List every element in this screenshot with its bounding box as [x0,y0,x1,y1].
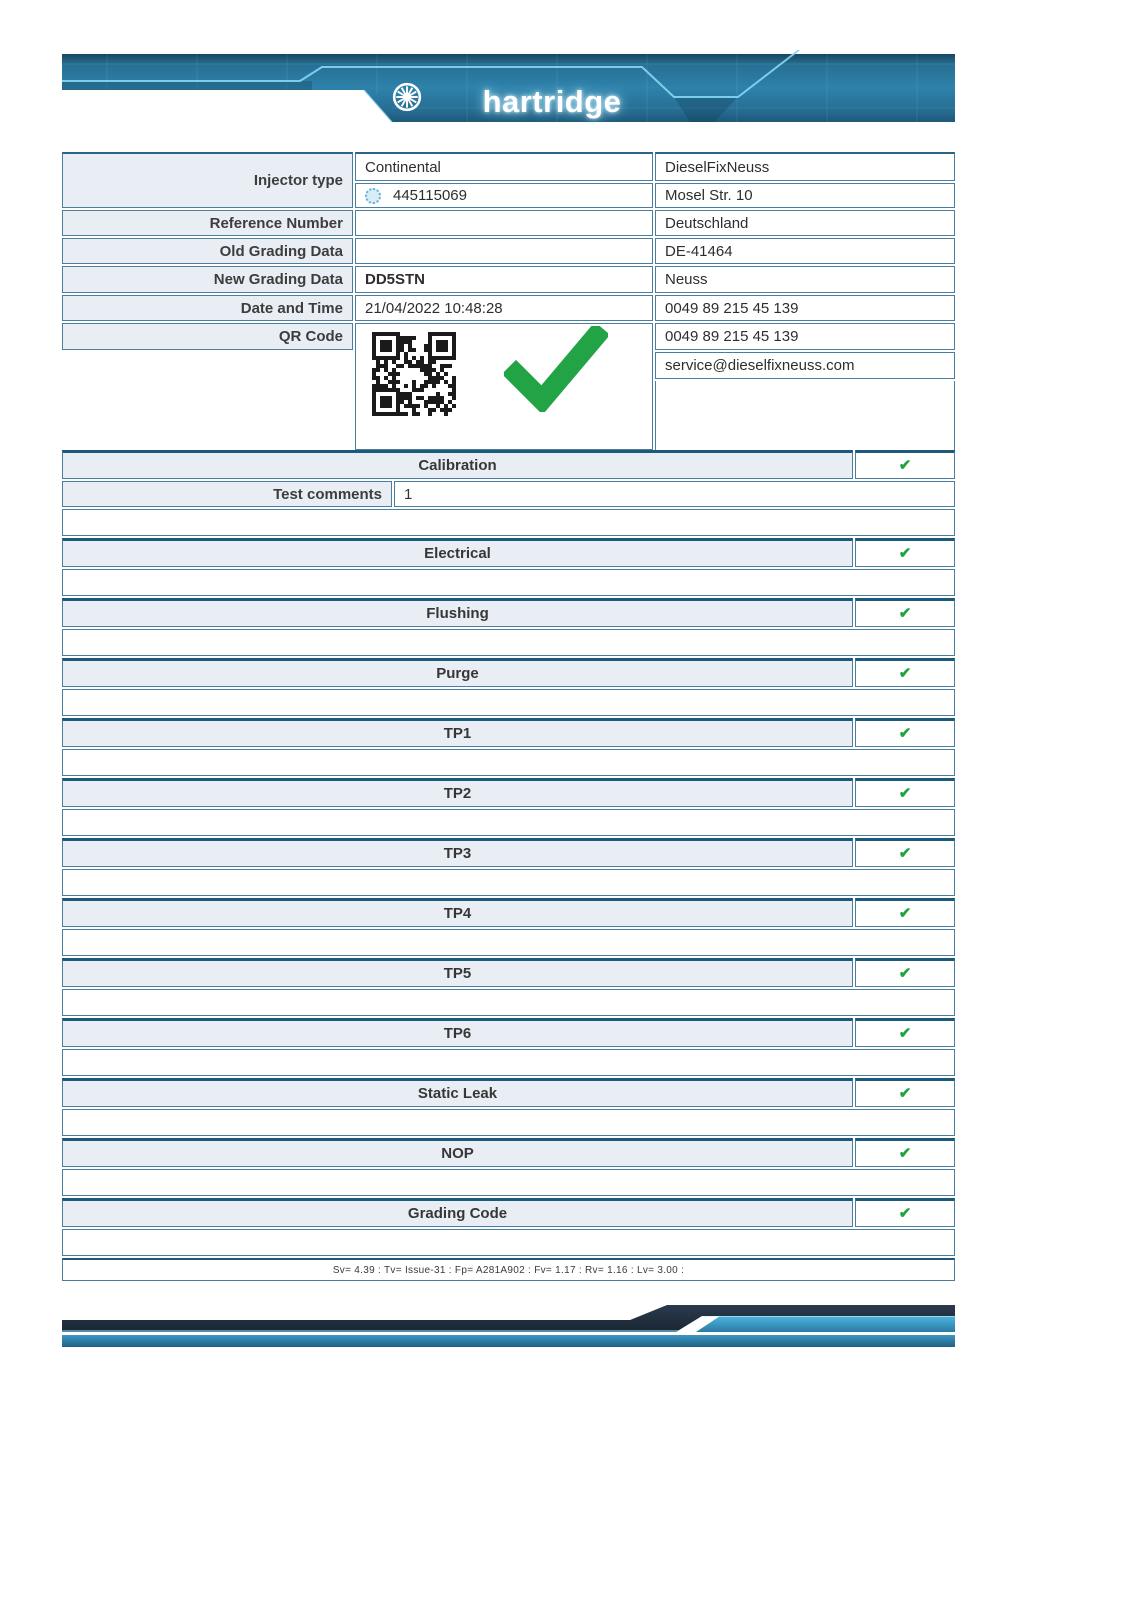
pass-check-icon: ✔ [898,457,912,474]
test-section [62,778,955,836]
label-date-time: Date and Time [62,295,353,321]
test-section [62,1198,955,1256]
section-result-cell [855,1018,955,1047]
section-header [62,778,955,807]
section-title: TP4 [62,898,853,927]
label-reference-number: Reference Number [62,210,353,236]
qr-pass-check-icon [504,326,608,412]
section-header [62,658,955,687]
section-title: Static Leak [62,1078,853,1107]
section-result-cell [855,598,955,627]
section-title: TP2 [62,778,853,807]
test-section [62,718,955,776]
section-result-cell [855,718,955,747]
test-section [62,598,955,656]
section-title: TP6 [62,1018,853,1047]
test-comments-value: 1 [394,481,955,507]
pass-check-icon: ✔ [898,725,912,742]
spacer-row [62,1229,955,1256]
value-new-grading: DD5STN [355,266,653,293]
test-comments-label: Test comments [62,481,392,507]
test-section [62,1078,955,1136]
section-title: Purge [62,658,853,687]
test-section [62,958,955,1016]
test-section [62,838,955,896]
pass-check-icon: ✔ [898,1145,912,1162]
spacer-row [62,809,955,836]
pass-check-icon: ✔ [898,605,912,622]
pass-check-icon: ✔ [898,665,912,682]
section-header [62,1198,955,1227]
section-header [62,1018,955,1047]
section-header [62,838,955,867]
value-injector-make: Continental [355,152,653,181]
section-calibration [62,450,955,479]
section-result-cell [855,538,955,567]
test-section [62,538,955,596]
spacer-row [62,929,955,956]
pass-check-icon: ✔ [898,1205,912,1222]
test-section [62,1018,955,1076]
section-result-cell [855,1078,955,1107]
test-section [62,658,955,716]
pass-check-icon: ✔ [898,1085,912,1102]
brand-logo [392,82,712,122]
footer-banner [62,1298,955,1348]
test-comments-row [62,481,955,507]
spacer-row [62,1109,955,1136]
footer-banner-art [62,1298,955,1348]
section-title: Grading Code [62,1198,853,1227]
pass-check-icon: ✔ [898,785,912,802]
pass-check-icon: ✔ [898,545,912,562]
section-result-cell [855,958,955,987]
section-result-cell [855,1138,955,1167]
label-injector-type: Injector type [62,152,353,208]
spacer-row [62,1169,955,1196]
pass-check-icon: ✔ [898,845,912,862]
injector-info-table [62,152,955,450]
workshop-email: service@dieselfixneuss.com [655,352,955,379]
section-title: Calibration [62,450,853,479]
workshop-phone-2: 0049 89 215 45 139 [655,323,955,350]
label-qr-code: QR Code [62,323,353,350]
spacer-row [62,689,955,716]
test-section [62,898,955,956]
header-banner [62,50,955,128]
wheel-icon [392,82,422,112]
section-header [62,1138,955,1167]
pass-check-icon: ✔ [898,1025,912,1042]
value-reference-number [355,210,653,236]
section-title: Electrical [62,538,853,567]
section-header [62,1078,955,1107]
workshop-street: Mosel Str. 10 [655,183,955,208]
section-result-cell [855,658,955,687]
spacer-row [62,1049,955,1076]
qr-code-cell [355,323,653,450]
value-injector-serial: 445115069 [393,187,467,204]
label-new-grading: New Grading Data [62,266,353,293]
section-header [62,598,955,627]
sections-host [62,538,955,1256]
workshop-name: DieselFixNeuss [655,152,955,181]
section-result-cell [855,778,955,807]
section-title: Flushing [62,598,853,627]
workshop-country: Deutschland [655,210,955,236]
spacer-row [62,869,955,896]
spacer-row [62,749,955,776]
version-info-row [62,1258,955,1281]
test-results [62,450,955,1281]
workshop-postal-code: DE-41464 [655,238,955,264]
section-result-cell [855,1198,955,1227]
value-old-grading [355,238,653,264]
section-result-cell [855,898,955,927]
spacer-row [62,509,955,536]
workshop-city: Neuss [655,266,955,293]
section-title: TP3 [62,838,853,867]
value-date-time: 21/04/2022 10:48:28 [355,295,653,321]
section-result-cell [855,450,955,479]
section-header [62,958,955,987]
workshop-empty-cell [655,381,955,450]
workshop-phone-1: 0049 89 215 45 139 [655,295,955,321]
section-result-cell [855,838,955,867]
serial-bullet-icon [365,188,381,204]
brand-name: hartridge [482,84,622,119]
section-header [62,538,955,567]
value-injector-serial-row [355,183,653,208]
test-section [62,1138,955,1196]
pass-check-icon: ✔ [898,905,912,922]
section-title: TP1 [62,718,853,747]
spacer-row [62,629,955,656]
section-header [62,898,955,927]
label-old-grading: Old Grading Data [62,238,353,264]
version-info-text: Sv= 4.39 : Tv= Issue-31 : Fp= A281A902 : Fv= 1.17 : Rv= 1.16 : Lv= 3.00 : [332,1264,685,1276]
qr-code-image [372,332,456,416]
section-title: NOP [62,1138,853,1167]
spacer-row [62,569,955,596]
spacer-row [62,989,955,1016]
pass-check-icon: ✔ [898,965,912,982]
section-title: TP5 [62,958,853,987]
section-header [62,718,955,747]
